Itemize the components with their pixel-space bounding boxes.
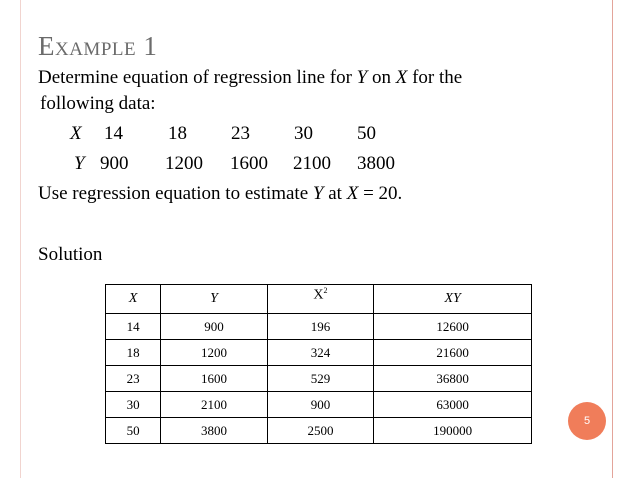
header-x: X: [106, 285, 161, 314]
table-cell: 50: [106, 418, 161, 444]
page-number-badge: 5: [568, 402, 606, 440]
table-cell: 18: [106, 340, 161, 366]
table-cell: 23: [106, 366, 161, 392]
table-cell: 1200: [161, 340, 268, 366]
table-cell: 900: [267, 392, 374, 418]
data-value: 3800: [357, 153, 395, 174]
estimate-instruction: Use regression equation to estimate Y at X = 20.: [38, 183, 403, 204]
table-cell: 3800: [161, 418, 268, 444]
table-cell: 324: [267, 340, 374, 366]
data-value: 2100: [293, 153, 331, 174]
table-cell: 21600: [374, 340, 532, 366]
table-row: [106, 314, 532, 340]
table-cell: 63000: [374, 392, 532, 418]
table-cell: 36800: [374, 366, 532, 392]
data-value: 30: [294, 123, 313, 144]
problem-line-1: Determine equation of regression line for Y on X for the: [38, 67, 463, 88]
table-cell: 196: [267, 314, 374, 340]
problem-line-2: following data:: [40, 93, 156, 114]
table-cell: 30: [106, 392, 161, 418]
data-value: 1600: [230, 153, 268, 174]
data-row-label: X: [70, 123, 82, 144]
header-x-squared: $X^2$: [267, 285, 374, 314]
right-margin-rule: [612, 0, 613, 478]
table-row: [106, 392, 532, 418]
data-value: 1200: [165, 153, 203, 174]
table-row: [106, 340, 532, 366]
data-value: 900: [100, 153, 129, 174]
table-cell: 190000: [374, 418, 532, 444]
solution-label: Solution: [38, 244, 103, 265]
table-cell: 12600: [374, 314, 532, 340]
left-margin-rule: [20, 0, 21, 478]
header-y: Y: [161, 285, 268, 314]
table-cell: 2500: [267, 418, 374, 444]
table-header-row: [106, 285, 532, 314]
table-cell: 14: [106, 314, 161, 340]
slide-title: Example 1: [38, 31, 158, 61]
regression-table: [105, 284, 532, 444]
table-cell: 529: [267, 366, 374, 392]
table-row: [106, 418, 532, 444]
header-xy: XY: [374, 285, 532, 314]
data-value: 23: [231, 123, 250, 144]
data-value: 18: [168, 123, 187, 144]
table-row: [106, 366, 532, 392]
table-cell: 1600: [161, 366, 268, 392]
table-cell: 2100: [161, 392, 268, 418]
data-value: 50: [357, 123, 376, 144]
data-value: 14: [104, 123, 123, 144]
table-cell: 900: [161, 314, 268, 340]
data-row-label: Y: [74, 153, 85, 174]
